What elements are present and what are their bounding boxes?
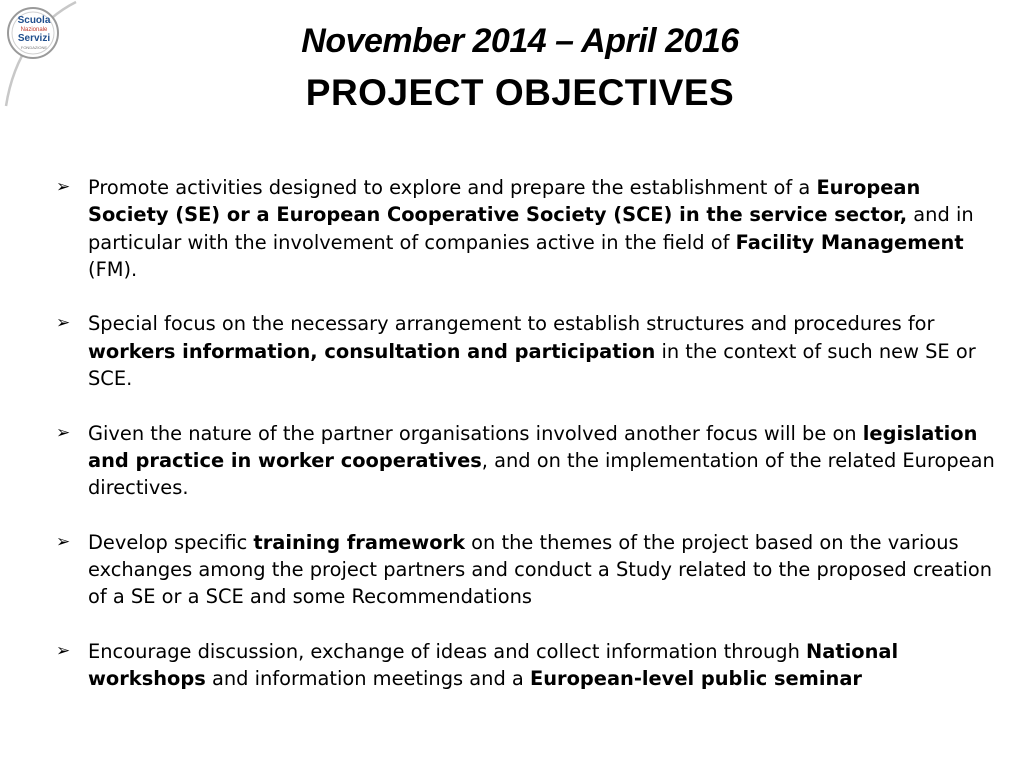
objective-highlight: European Society (SE) or a European Cooperative Society (SCE) in the service sector, xyxy=(88,176,921,227)
objective-highlight: European-level public seminar xyxy=(529,667,862,691)
objective-highlight: Facility Management xyxy=(735,230,964,254)
arrow-bullet-icon: ➢ xyxy=(56,177,71,197)
objective-text: Special focus on the necessary arrangement to establish structures and procedures for xyxy=(88,312,935,336)
objective-text: and in particular with the involvement of companies active in the field of xyxy=(88,203,974,254)
objective-text: Given the nature of the partner organisations involved another focus will be on xyxy=(88,421,863,445)
objective-text: and information meetings and a xyxy=(205,667,530,691)
objective-item xyxy=(56,529,996,611)
logo-line-3: Servizi xyxy=(17,33,51,44)
objective-text: Encourage discussion, exchange of ideas and collect information through xyxy=(88,640,807,664)
objective-highlight: workers information, consultation and participation xyxy=(88,339,656,363)
objective-item xyxy=(56,420,996,502)
arrow-bullet-icon: ➢ xyxy=(56,641,71,662)
objective-text: in the context of such new SE or SCE. xyxy=(88,339,976,391)
objective-item xyxy=(56,174,996,283)
period-subtitle: November 2014 – April 2016 xyxy=(301,22,739,60)
objective-text: Develop specific xyxy=(88,530,254,554)
objective-highlight: legislation and practice in worker cooperatives xyxy=(88,421,978,472)
objective-text: (FM). xyxy=(88,257,138,281)
objective-text: , and on the implementation of the related European directives. xyxy=(88,448,995,500)
objectives-list xyxy=(56,174,996,720)
arrow-bullet-icon: ➢ xyxy=(56,531,71,552)
objective-highlight: National workshops xyxy=(88,640,899,691)
logo-line-2: Nazionale xyxy=(20,27,48,33)
logo-line-1: Scuola xyxy=(17,15,51,26)
objective-highlight: training framework xyxy=(253,530,466,554)
objective-item xyxy=(56,638,996,693)
objective-text: Promote activities designed to explore and prepare the establishment of a xyxy=(88,176,817,199)
arrow-bullet-icon: ➢ xyxy=(56,422,71,443)
logo-tagline: FONDAZIONE xyxy=(20,45,48,50)
objective-item xyxy=(56,310,996,392)
page-title: PROJECT OBJECTIVES xyxy=(305,72,735,113)
objective-text: on the themes of the project based on the various exchanges among the project partners and conduct a Study related to the proposed creation of a SE or a SCE and some Recommendations xyxy=(88,530,993,609)
arrow-bullet-icon: ➢ xyxy=(56,313,71,334)
